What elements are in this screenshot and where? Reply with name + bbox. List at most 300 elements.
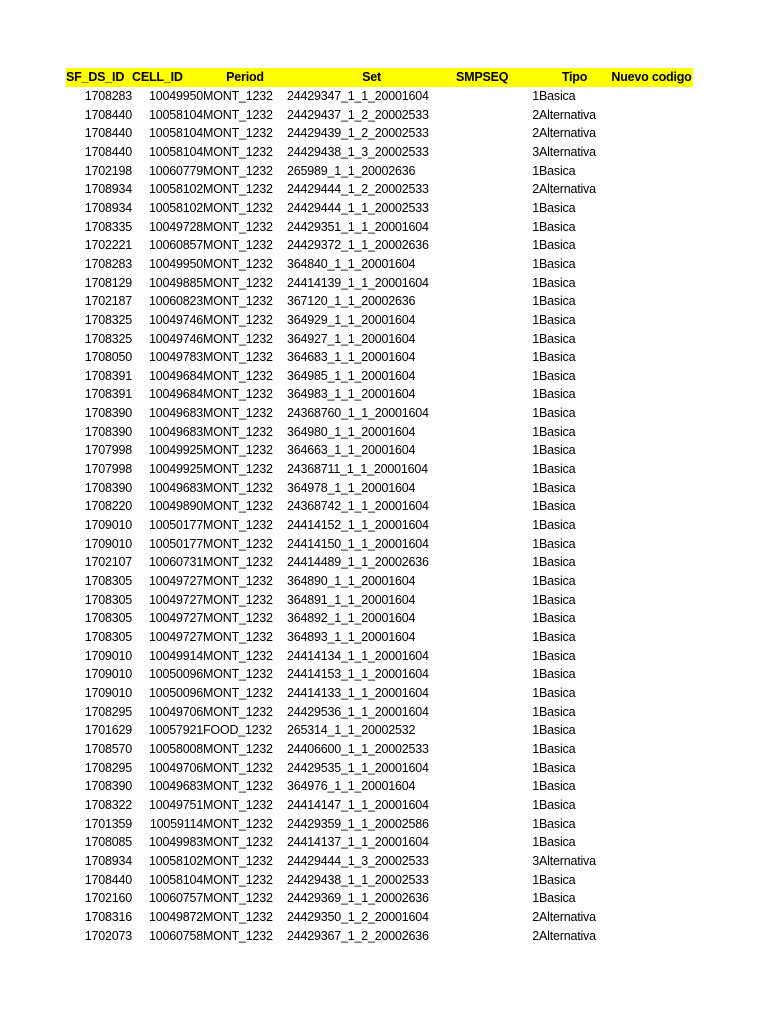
- cell-sf-ds-id[interactable]: 1708295: [84, 704, 132, 719]
- cell-period[interactable]: MONT_1232: [203, 518, 273, 533]
- cell-cell-id[interactable]: 10049872: [148, 909, 203, 924]
- cell-period[interactable]: MONT_1232: [203, 685, 273, 700]
- cell-nuevo-codigo[interactable]: [610, 516, 693, 535]
- cell-sf-ds-id[interactable]: 1709010: [84, 518, 132, 533]
- cell-set[interactable]: 24368760_1_1_20001604: [287, 406, 429, 421]
- cell-set[interactable]: 24414152_1_1_20001604: [287, 518, 429, 533]
- cell-set[interactable]: 364840_1_1_20001604: [287, 256, 416, 271]
- cell-set[interactable]: 364893_1_1_20001604: [287, 630, 416, 645]
- cell-set[interactable]: 24429359_1_1_20002586: [287, 816, 429, 831]
- cell-period[interactable]: MONT_1232: [203, 816, 273, 831]
- cell-nuevo-codigo[interactable]: [610, 422, 693, 441]
- cell-set[interactable]: 24429444_1_3_20002533: [287, 853, 429, 868]
- cell-nuevo-codigo[interactable]: [610, 180, 693, 199]
- cell-smpseq[interactable]: 1: [532, 294, 539, 309]
- cell-set[interactable]: 364683_1_1_20001604: [287, 350, 416, 365]
- cell-smpseq[interactable]: 1: [532, 611, 539, 626]
- cell-period[interactable]: MONT_1232: [203, 872, 273, 887]
- cell-smpseq[interactable]: 1: [532, 760, 539, 775]
- cell-cell-id[interactable]: 10049706: [148, 760, 203, 775]
- cell-sf-ds-id[interactable]: 1707998: [84, 443, 132, 458]
- cell-cell-id[interactable]: 10050096: [148, 685, 203, 700]
- cell-smpseq[interactable]: 1: [532, 592, 539, 607]
- cell-sf-ds-id[interactable]: 1708305: [84, 592, 132, 607]
- header-nuevo-codigo[interactable]: Nuevo codigo: [610, 68, 693, 87]
- cell-set[interactable]: 24414147_1_1_20001604: [287, 797, 429, 812]
- cell-cell-id[interactable]: 10060731: [148, 555, 203, 570]
- cell-sf-ds-id[interactable]: 1709010: [84, 667, 132, 682]
- cell-nuevo-codigo[interactable]: [610, 273, 693, 292]
- cell-set[interactable]: 364663_1_1_20001604: [287, 443, 416, 458]
- header-set[interactable]: Set: [287, 68, 456, 87]
- cell-smpseq[interactable]: 1: [532, 443, 539, 458]
- cell-sf-ds-id[interactable]: 1708316: [84, 909, 132, 924]
- cell-tipo[interactable]: Basica: [539, 462, 576, 477]
- cell-cell-id[interactable]: 10049783: [148, 350, 203, 365]
- cell-sf-ds-id[interactable]: 1708390: [84, 779, 132, 794]
- cell-period[interactable]: MONT_1232: [203, 256, 273, 271]
- cell-set[interactable]: 265314_1_1_20002532: [287, 723, 416, 738]
- cell-sf-ds-id[interactable]: 1708391: [84, 387, 132, 402]
- cell-tipo[interactable]: Basica: [539, 648, 576, 663]
- cell-cell-id[interactable]: 10049683: [148, 406, 203, 421]
- cell-period[interactable]: MONT_1232: [203, 387, 273, 402]
- cell-nuevo-codigo[interactable]: [610, 236, 693, 255]
- cell-tipo[interactable]: Basica: [539, 163, 576, 178]
- cell-period[interactable]: MONT_1232: [203, 555, 273, 570]
- cell-period[interactable]: MONT_1232: [203, 88, 273, 103]
- cell-tipo[interactable]: Basica: [539, 555, 576, 570]
- cell-sf-ds-id[interactable]: 1708129: [84, 275, 132, 290]
- cell-period[interactable]: MONT_1232: [203, 835, 273, 850]
- cell-sf-ds-id[interactable]: 1708295: [84, 760, 132, 775]
- cell-cell-id[interactable]: 10049983: [148, 835, 203, 850]
- cell-cell-id[interactable]: 10049751: [148, 797, 203, 812]
- cell-smpseq[interactable]: 1: [532, 256, 539, 271]
- cell-sf-ds-id[interactable]: 1708085: [84, 835, 132, 850]
- cell-set[interactable]: 24429444_1_1_20002533: [287, 200, 429, 215]
- cell-tipo[interactable]: Basica: [539, 723, 576, 738]
- cell-tipo[interactable]: Basica: [539, 350, 576, 365]
- cell-nuevo-codigo[interactable]: [610, 441, 693, 460]
- cell-period[interactable]: MONT_1232: [203, 853, 273, 868]
- cell-sf-ds-id[interactable]: 1708391: [84, 368, 132, 383]
- cell-period[interactable]: MONT_1232: [203, 536, 273, 551]
- cell-period[interactable]: MONT_1232: [203, 294, 273, 309]
- cell-nuevo-codigo[interactable]: [610, 348, 693, 367]
- cell-set[interactable]: 24429536_1_1_20001604: [287, 704, 429, 719]
- cell-nuevo-codigo[interactable]: [610, 628, 693, 647]
- cell-tipo[interactable]: Basica: [539, 219, 576, 234]
- cell-smpseq[interactable]: 1: [532, 238, 539, 253]
- cell-set[interactable]: 24368711_1_1_20001604: [287, 462, 428, 477]
- cell-tipo[interactable]: Alternativa: [539, 928, 596, 943]
- cell-tipo[interactable]: Alternativa: [539, 182, 596, 197]
- cell-cell-id[interactable]: 10049683: [148, 424, 203, 439]
- cell-tipo[interactable]: Basica: [539, 891, 576, 906]
- cell-sf-ds-id[interactable]: 1708220: [84, 499, 132, 514]
- cell-nuevo-codigo[interactable]: [610, 758, 693, 777]
- cell-smpseq[interactable]: 1: [532, 630, 539, 645]
- cell-cell-id[interactable]: 10049727: [148, 630, 203, 645]
- cell-tipo[interactable]: Basica: [539, 779, 576, 794]
- cell-smpseq[interactable]: 2: [532, 182, 539, 197]
- cell-smpseq[interactable]: 1: [532, 685, 539, 700]
- cell-smpseq[interactable]: 1: [532, 88, 539, 103]
- cell-set[interactable]: 24429444_1_2_20002533: [287, 182, 429, 197]
- cell-sf-ds-id[interactable]: 1708325: [84, 312, 132, 327]
- cell-cell-id[interactable]: 10049950: [148, 256, 203, 271]
- cell-nuevo-codigo[interactable]: [610, 143, 693, 162]
- cell-cell-id[interactable]: 10060779: [148, 163, 203, 178]
- cell-sf-ds-id[interactable]: 1708440: [84, 107, 132, 122]
- cell-period[interactable]: MONT_1232: [203, 592, 273, 607]
- cell-period[interactable]: MONT_1232: [203, 107, 273, 122]
- cell-set[interactable]: 364985_1_1_20001604: [287, 368, 416, 383]
- cell-smpseq[interactable]: 1: [532, 462, 539, 477]
- cell-smpseq[interactable]: 1: [532, 704, 539, 719]
- cell-cell-id[interactable]: 10058104: [148, 107, 203, 122]
- cell-sf-ds-id[interactable]: 1702160: [84, 891, 132, 906]
- cell-nuevo-codigo[interactable]: [610, 404, 693, 423]
- cell-tipo[interactable]: Basica: [539, 200, 576, 215]
- cell-sf-ds-id[interactable]: 1708325: [84, 331, 132, 346]
- cell-nuevo-codigo[interactable]: [610, 926, 693, 945]
- cell-nuevo-codigo[interactable]: [610, 87, 693, 106]
- cell-set[interactable]: 24414489_1_1_20002636: [287, 555, 429, 570]
- cell-cell-id[interactable]: 10049885: [148, 275, 203, 290]
- cell-tipo[interactable]: Basica: [539, 536, 576, 551]
- cell-sf-ds-id[interactable]: 1708934: [84, 200, 132, 215]
- cell-cell-id[interactable]: 10049950: [148, 88, 203, 103]
- cell-cell-id[interactable]: 10060758: [148, 928, 203, 943]
- cell-sf-ds-id[interactable]: 1708390: [84, 424, 132, 439]
- cell-nuevo-codigo[interactable]: [610, 497, 693, 516]
- cell-tipo[interactable]: Basica: [539, 256, 576, 271]
- cell-smpseq[interactable]: 2: [532, 107, 539, 122]
- cell-cell-id[interactable]: 10049728: [148, 219, 203, 234]
- cell-set[interactable]: 24429439_1_2_20002533: [287, 126, 429, 141]
- cell-period[interactable]: MONT_1232: [203, 760, 273, 775]
- cell-period[interactable]: MONT_1232: [203, 891, 273, 906]
- cell-set[interactable]: 24414133_1_1_20001604: [287, 685, 429, 700]
- cell-nuevo-codigo[interactable]: [610, 609, 693, 628]
- cell-smpseq[interactable]: 2: [532, 928, 539, 943]
- cell-set[interactable]: 364983_1_1_20001604: [287, 387, 416, 402]
- cell-smpseq[interactable]: 3: [532, 853, 539, 868]
- cell-tipo[interactable]: Basica: [539, 424, 576, 439]
- cell-tipo[interactable]: Alternativa: [539, 126, 596, 141]
- cell-period[interactable]: MONT_1232: [203, 648, 273, 663]
- cell-sf-ds-id[interactable]: 1708335: [84, 219, 132, 234]
- cell-sf-ds-id[interactable]: 1708283: [84, 88, 132, 103]
- cell-period[interactable]: MONT_1232: [203, 909, 273, 924]
- cell-set[interactable]: 24429438_1_1_20002533: [287, 872, 429, 887]
- cell-period[interactable]: MONT_1232: [203, 163, 273, 178]
- cell-nuevo-codigo[interactable]: [610, 908, 693, 927]
- header-smpseq[interactable]: SMPSEQ: [456, 68, 539, 87]
- cell-period[interactable]: MONT_1232: [203, 275, 273, 290]
- cell-period[interactable]: MONT_1232: [203, 238, 273, 253]
- cell-smpseq[interactable]: 1: [532, 574, 539, 589]
- cell-cell-id[interactable]: 10058102: [148, 200, 203, 215]
- cell-cell-id[interactable]: 10057921: [148, 723, 203, 738]
- cell-nuevo-codigo[interactable]: [610, 329, 693, 348]
- header-tipo[interactable]: Tipo: [539, 68, 610, 87]
- cell-set[interactable]: 24429351_1_1_20001604: [287, 219, 429, 234]
- cell-set[interactable]: 364927_1_1_20001604: [287, 331, 416, 346]
- cell-smpseq[interactable]: 1: [532, 872, 539, 887]
- cell-cell-id[interactable]: 10058104: [148, 872, 203, 887]
- header-sf-ds-id[interactable]: SF_DS_ID: [66, 68, 132, 87]
- cell-tipo[interactable]: Basica: [539, 574, 576, 589]
- cell-period[interactable]: MONT_1232: [203, 797, 273, 812]
- cell-smpseq[interactable]: 1: [532, 518, 539, 533]
- cell-smpseq[interactable]: 1: [532, 741, 539, 756]
- cell-tipo[interactable]: Basica: [539, 611, 576, 626]
- cell-smpseq[interactable]: 1: [532, 835, 539, 850]
- cell-set[interactable]: 265989_1_1_20002636: [287, 163, 416, 178]
- cell-nuevo-codigo[interactable]: [610, 665, 693, 684]
- cell-set[interactable]: 364929_1_1_20001604: [287, 312, 416, 327]
- cell-smpseq[interactable]: 1: [532, 723, 539, 738]
- cell-nuevo-codigo[interactable]: [610, 889, 693, 908]
- cell-nuevo-codigo[interactable]: [610, 385, 693, 404]
- cell-set[interactable]: 24414139_1_1_20001604: [287, 275, 429, 290]
- cell-period[interactable]: MONT_1232: [203, 779, 273, 794]
- cell-set[interactable]: 364890_1_1_20001604: [287, 574, 416, 589]
- cell-nuevo-codigo[interactable]: [610, 721, 693, 740]
- cell-tipo[interactable]: Alternativa: [539, 909, 596, 924]
- cell-cell-id[interactable]: 10049683: [148, 779, 203, 794]
- cell-sf-ds-id[interactable]: 1701359: [84, 816, 132, 831]
- cell-period[interactable]: MONT_1232: [203, 406, 273, 421]
- cell-nuevo-codigo[interactable]: [610, 199, 693, 218]
- cell-period[interactable]: MONT_1232: [203, 928, 273, 943]
- cell-smpseq[interactable]: 1: [532, 499, 539, 514]
- cell-period[interactable]: MONT_1232: [203, 126, 273, 141]
- cell-tipo[interactable]: Basica: [539, 835, 576, 850]
- header-period[interactable]: Period: [203, 68, 287, 87]
- cell-smpseq[interactable]: 1: [532, 891, 539, 906]
- cell-nuevo-codigo[interactable]: [610, 367, 693, 386]
- cell-nuevo-codigo[interactable]: [610, 478, 693, 497]
- cell-smpseq[interactable]: 1: [532, 275, 539, 290]
- cell-set[interactable]: 364892_1_1_20001604: [287, 611, 416, 626]
- cell-nuevo-codigo[interactable]: [610, 311, 693, 330]
- cell-nuevo-codigo[interactable]: [610, 740, 693, 759]
- cell-nuevo-codigo[interactable]: [610, 292, 693, 311]
- cell-sf-ds-id[interactable]: 1709010: [84, 685, 132, 700]
- cell-sf-ds-id[interactable]: 1708322: [84, 797, 132, 812]
- cell-cell-id[interactable]: 10049746: [148, 312, 203, 327]
- cell-nuevo-codigo[interactable]: [610, 852, 693, 871]
- cell-smpseq[interactable]: 1: [532, 555, 539, 570]
- cell-tipo[interactable]: Basica: [539, 704, 576, 719]
- cell-cell-id[interactable]: 10049727: [148, 611, 203, 626]
- cell-nuevo-codigo[interactable]: [610, 217, 693, 236]
- cell-sf-ds-id[interactable]: 1701629: [84, 723, 132, 738]
- cell-sf-ds-id[interactable]: 1708440: [84, 144, 132, 159]
- cell-nuevo-codigo[interactable]: [610, 796, 693, 815]
- cell-set[interactable]: 24406600_1_1_20002533: [287, 741, 429, 756]
- cell-nuevo-codigo[interactable]: [610, 255, 693, 274]
- cell-period[interactable]: MONT_1232: [203, 331, 273, 346]
- cell-tipo[interactable]: Alternativa: [539, 853, 596, 868]
- cell-smpseq[interactable]: 1: [532, 312, 539, 327]
- cell-set[interactable]: 364976_1_1_20001604: [287, 779, 416, 794]
- cell-set[interactable]: 24429369_1_1_20002636: [287, 891, 429, 906]
- cell-sf-ds-id[interactable]: 1708390: [84, 406, 132, 421]
- cell-tipo[interactable]: Basica: [539, 480, 576, 495]
- cell-smpseq[interactable]: 1: [532, 219, 539, 234]
- cell-tipo[interactable]: Basica: [539, 685, 576, 700]
- cell-tipo[interactable]: Basica: [539, 499, 576, 514]
- cell-period[interactable]: MONT_1232: [203, 667, 273, 682]
- cell-sf-ds-id[interactable]: 1702198: [84, 163, 132, 178]
- cell-tipo[interactable]: Basica: [539, 741, 576, 756]
- cell-set[interactable]: 24429438_1_3_20002533: [287, 144, 429, 159]
- cell-period[interactable]: MONT_1232: [203, 704, 273, 719]
- cell-smpseq[interactable]: 2: [532, 126, 539, 141]
- cell-set[interactable]: 24429347_1_1_20001604: [287, 88, 429, 103]
- cell-period[interactable]: MONT_1232: [203, 462, 273, 477]
- header-cell-id[interactable]: CELL_ID: [132, 68, 203, 87]
- cell-sf-ds-id[interactable]: 1708934: [84, 182, 132, 197]
- cell-smpseq[interactable]: 2: [532, 909, 539, 924]
- cell-set[interactable]: 24429437_1_2_20002533: [287, 107, 429, 122]
- cell-sf-ds-id[interactable]: 1702187: [84, 294, 132, 309]
- cell-nuevo-codigo[interactable]: [610, 534, 693, 553]
- cell-period[interactable]: MONT_1232: [203, 182, 273, 197]
- cell-sf-ds-id[interactable]: 1709010: [84, 536, 132, 551]
- cell-smpseq[interactable]: 1: [532, 816, 539, 831]
- cell-set[interactable]: 364891_1_1_20001604: [287, 592, 416, 607]
- cell-tipo[interactable]: Basica: [539, 518, 576, 533]
- cell-nuevo-codigo[interactable]: [610, 460, 693, 479]
- cell-period[interactable]: MONT_1232: [203, 312, 273, 327]
- cell-nuevo-codigo[interactable]: [610, 161, 693, 180]
- cell-period[interactable]: FOOD_1232: [203, 723, 273, 738]
- cell-period[interactable]: MONT_1232: [203, 741, 273, 756]
- cell-tipo[interactable]: Alternativa: [539, 144, 596, 159]
- cell-sf-ds-id[interactable]: 1702107: [84, 555, 132, 570]
- cell-period[interactable]: MONT_1232: [203, 480, 273, 495]
- cell-nuevo-codigo[interactable]: [610, 870, 693, 889]
- cell-nuevo-codigo[interactable]: [610, 105, 693, 124]
- cell-set[interactable]: 24414137_1_1_20001604: [287, 835, 429, 850]
- cell-set[interactable]: 367120_1_1_20002636: [287, 294, 416, 309]
- cell-smpseq[interactable]: 1: [532, 424, 539, 439]
- cell-tipo[interactable]: Basica: [539, 238, 576, 253]
- cell-tipo[interactable]: Basica: [539, 294, 576, 309]
- cell-set[interactable]: 24429350_1_2_20001604: [287, 909, 429, 924]
- cell-sf-ds-id[interactable]: 1708440: [84, 872, 132, 887]
- cell-period[interactable]: MONT_1232: [203, 144, 273, 159]
- cell-smpseq[interactable]: 1: [532, 200, 539, 215]
- cell-nuevo-codigo[interactable]: [610, 124, 693, 143]
- cell-sf-ds-id[interactable]: 1708050: [84, 350, 132, 365]
- cell-set[interactable]: 24414153_1_1_20001604: [287, 667, 429, 682]
- cell-cell-id[interactable]: 10049925: [148, 462, 203, 477]
- cell-nuevo-codigo[interactable]: [610, 814, 693, 833]
- cell-period[interactable]: MONT_1232: [203, 424, 273, 439]
- cell-cell-id[interactable]: 10049727: [148, 574, 203, 589]
- cell-period[interactable]: MONT_1232: [203, 443, 273, 458]
- cell-smpseq[interactable]: 1: [532, 406, 539, 421]
- cell-nuevo-codigo[interactable]: [610, 777, 693, 796]
- cell-cell-id[interactable]: 10049914: [148, 648, 203, 663]
- cell-sf-ds-id[interactable]: 1708305: [84, 574, 132, 589]
- cell-sf-ds-id[interactable]: 1708305: [84, 630, 132, 645]
- cell-nuevo-codigo[interactable]: [610, 646, 693, 665]
- cell-cell-id[interactable]: 10058008: [148, 741, 203, 756]
- cell-smpseq[interactable]: 3: [532, 144, 539, 159]
- cell-cell-id[interactable]: 10060823: [148, 294, 203, 309]
- cell-period[interactable]: MONT_1232: [203, 219, 273, 234]
- cell-tipo[interactable]: Basica: [539, 331, 576, 346]
- cell-tipo[interactable]: Basica: [539, 88, 576, 103]
- cell-period[interactable]: MONT_1232: [203, 350, 273, 365]
- cell-set[interactable]: 364980_1_1_20001604: [287, 424, 416, 439]
- cell-smpseq[interactable]: 1: [532, 368, 539, 383]
- cell-sf-ds-id[interactable]: 1708570: [84, 741, 132, 756]
- cell-nuevo-codigo[interactable]: [610, 553, 693, 572]
- cell-smpseq[interactable]: 1: [532, 350, 539, 365]
- cell-tipo[interactable]: Basica: [539, 443, 576, 458]
- cell-cell-id[interactable]: 10058104: [148, 126, 203, 141]
- cell-cell-id[interactable]: 10060857: [148, 238, 203, 253]
- cell-cell-id[interactable]: 10049683: [148, 480, 203, 495]
- cell-tipo[interactable]: Basica: [539, 368, 576, 383]
- cell-period[interactable]: MONT_1232: [203, 499, 273, 514]
- cell-cell-id[interactable]: 10058102: [148, 182, 203, 197]
- cell-sf-ds-id[interactable]: 1709010: [84, 648, 132, 663]
- cell-nuevo-codigo[interactable]: [610, 684, 693, 703]
- cell-cell-id[interactable]: 10060757: [148, 891, 203, 906]
- cell-tipo[interactable]: Basica: [539, 816, 576, 831]
- cell-set[interactable]: 24429372_1_1_20002636: [287, 238, 429, 253]
- cell-set[interactable]: 24414150_1_1_20001604: [287, 536, 429, 551]
- cell-smpseq[interactable]: 1: [532, 797, 539, 812]
- cell-set[interactable]: 24414134_1_1_20001604: [287, 648, 429, 663]
- cell-nuevo-codigo[interactable]: [610, 590, 693, 609]
- cell-tipo[interactable]: Basica: [539, 592, 576, 607]
- cell-tipo[interactable]: Basica: [539, 630, 576, 645]
- cell-smpseq[interactable]: 1: [532, 648, 539, 663]
- cell-cell-id[interactable]: 10050177: [148, 536, 203, 551]
- cell-nuevo-codigo[interactable]: [610, 572, 693, 591]
- cell-period[interactable]: MONT_1232: [203, 630, 273, 645]
- cell-cell-id[interactable]: 10049706: [148, 704, 203, 719]
- cell-set[interactable]: 24429367_1_2_20002636: [287, 928, 429, 943]
- cell-cell-id[interactable]: 10049890: [148, 499, 203, 514]
- cell-set[interactable]: 24429535_1_1_20001604: [287, 760, 429, 775]
- cell-cell-id[interactable]: 10049684: [148, 368, 203, 383]
- cell-cell-id[interactable]: 10049727: [148, 592, 203, 607]
- cell-smpseq[interactable]: 1: [532, 480, 539, 495]
- cell-tipo[interactable]: Alternativa: [539, 107, 596, 122]
- cell-smpseq[interactable]: 1: [532, 163, 539, 178]
- cell-set[interactable]: 24368742_1_1_20001604: [287, 499, 429, 514]
- cell-sf-ds-id[interactable]: 1702073: [84, 928, 132, 943]
- cell-cell-id[interactable]: 10050096: [148, 667, 203, 682]
- cell-tipo[interactable]: Basica: [539, 797, 576, 812]
- cell-sf-ds-id[interactable]: 1708283: [84, 256, 132, 271]
- cell-sf-ds-id[interactable]: 1708390: [84, 480, 132, 495]
- cell-sf-ds-id[interactable]: 1702221: [84, 238, 132, 253]
- cell-tipo[interactable]: Basica: [539, 406, 576, 421]
